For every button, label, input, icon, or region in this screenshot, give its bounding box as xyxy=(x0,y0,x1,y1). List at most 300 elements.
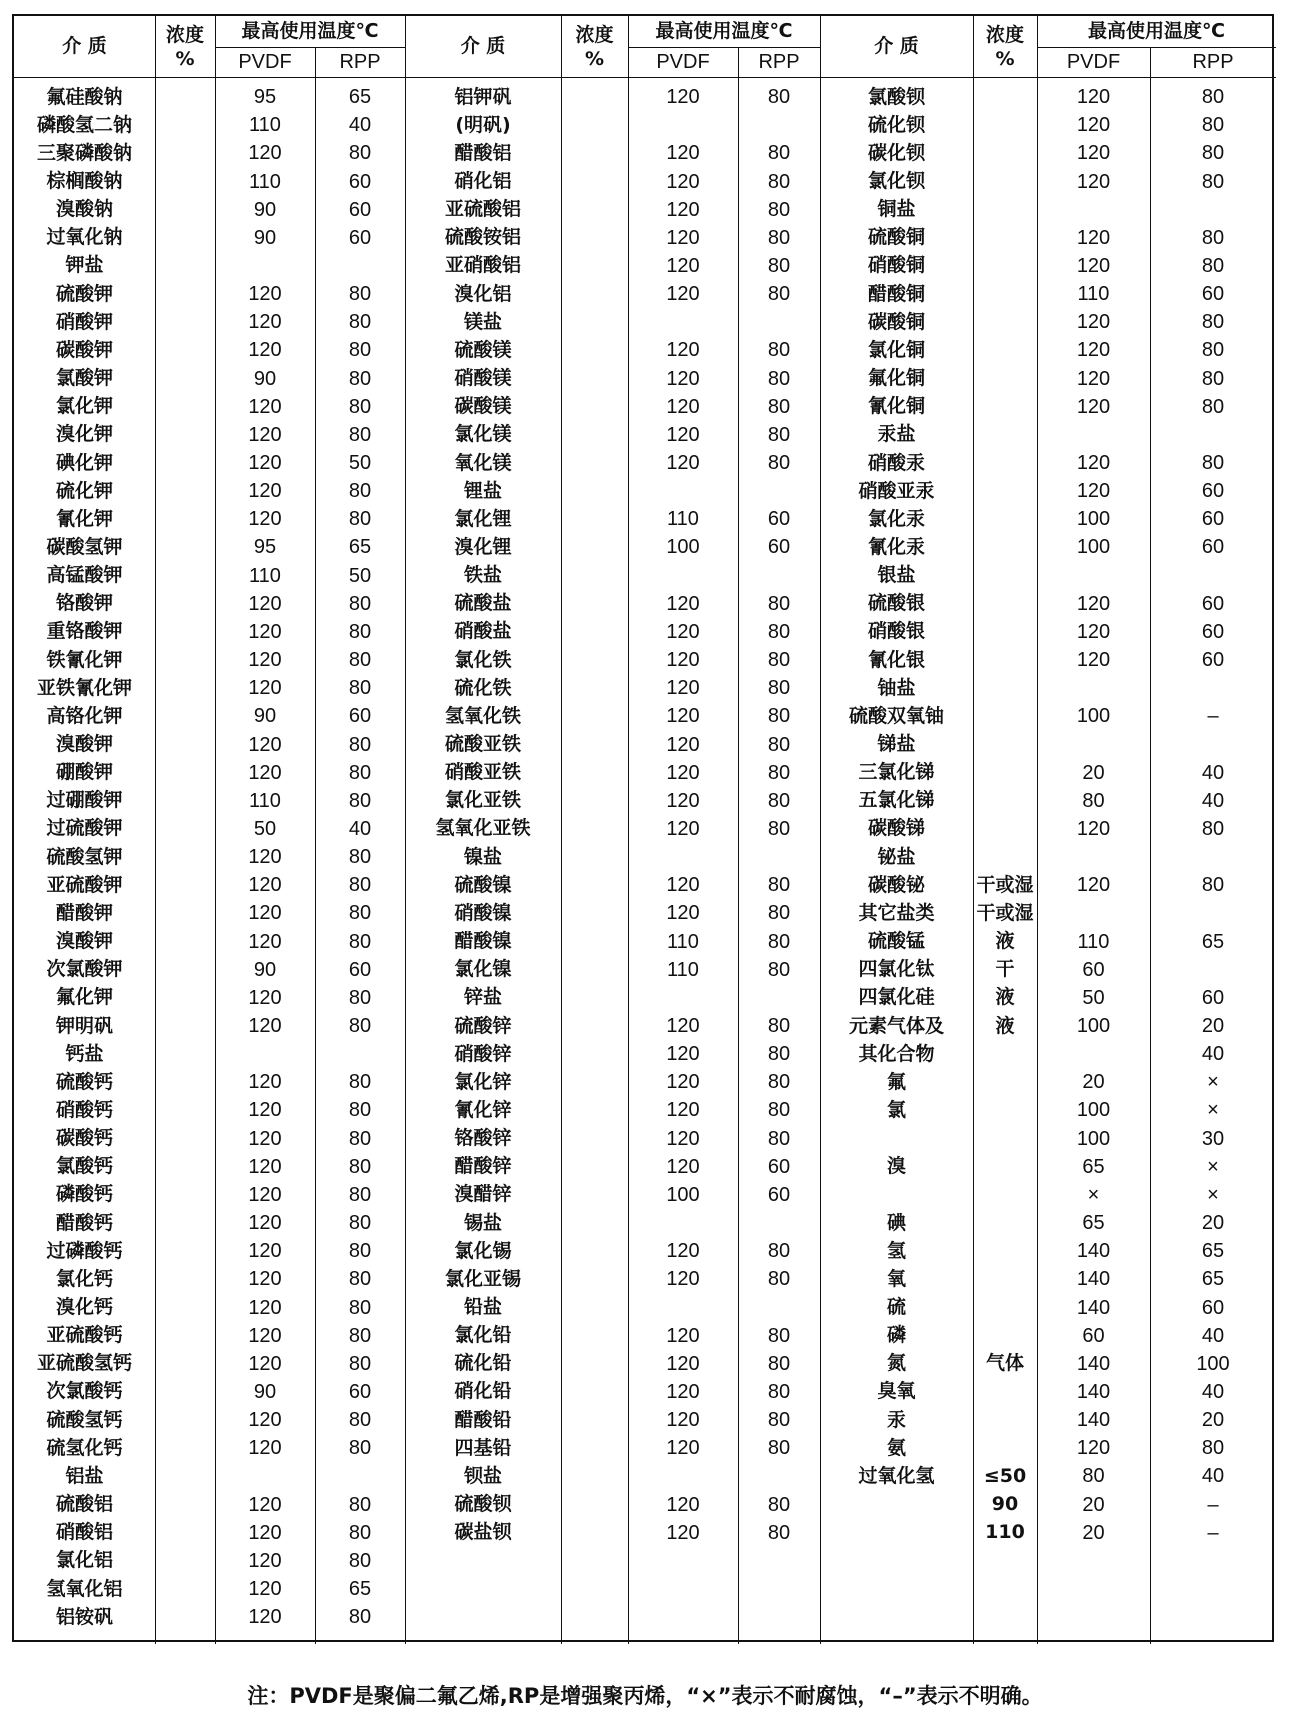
pvdf-value-cell: 120 xyxy=(248,311,282,334)
pvdf-value-cell: 120 xyxy=(666,1240,700,1263)
medium-cell: 醋酸铜 xyxy=(867,282,925,305)
rpp-value-cell: 80 xyxy=(348,733,372,756)
pvdf-value-cell: 20 xyxy=(1082,1071,1105,1094)
pvdf-value-cell: 120 xyxy=(666,874,700,897)
rpp-value-cell: 80 xyxy=(348,1183,372,1206)
medium-cell: 氯化铝 xyxy=(55,1549,113,1572)
pvdf-value-cell: 120 xyxy=(666,1352,700,1375)
pvdf-value-cell: 120 xyxy=(666,1099,700,1122)
medium-cell: 重铬酸钾 xyxy=(46,620,123,643)
rpp-value-cell: 40 xyxy=(1201,1043,1225,1066)
rpp-value-cell: 80 xyxy=(767,649,791,672)
medium-cell: 亚硫酸铝 xyxy=(444,198,521,221)
rpp-value-cell: 80 xyxy=(348,423,372,446)
pvdf-value-cell: 120 xyxy=(248,1099,282,1122)
pvdf-value-cell: 100 xyxy=(1076,1099,1111,1122)
rpp-value-cell: 80 xyxy=(767,592,791,615)
pvdf-value-cell: 110 xyxy=(667,930,699,953)
pvdf-value-cell: 120 xyxy=(248,1549,282,1572)
rpp-value-cell: 40 xyxy=(348,114,372,137)
medium-cell: 汞 xyxy=(886,1408,906,1431)
rpp-value-cell: 60 xyxy=(1201,620,1225,643)
rpp-value-cell: 60 xyxy=(348,226,372,249)
medium-cell: 四氯化硅 xyxy=(858,986,935,1009)
medium-cell: 钙盐 xyxy=(65,1042,104,1065)
pvdf-value-cell: 140 xyxy=(1076,1352,1111,1375)
rpp-value-cell: 80 xyxy=(767,1521,791,1544)
pvdf-value-cell: 120 xyxy=(248,1071,282,1094)
pvdf-header: PVDF xyxy=(656,51,710,73)
medium-cell: 溴化钾 xyxy=(55,423,113,446)
pvdf-value-cell: 110 xyxy=(667,508,699,531)
rpp-value-cell: 80 xyxy=(1201,817,1225,840)
medium-cell: 氟 xyxy=(886,1070,906,1093)
pvdf-value-cell: 50 xyxy=(1082,986,1105,1009)
medium-cell: 硼酸钾 xyxy=(55,761,113,784)
pvdf-value-cell: 120 xyxy=(248,1212,282,1235)
rpp-value-cell: 100 xyxy=(1196,1352,1230,1375)
pvdf-value-cell: 120 xyxy=(248,986,282,1009)
rpp-value-cell: 80 xyxy=(348,1071,372,1094)
medium-header: 介 质 xyxy=(62,35,107,57)
medium-cell: 硫化钡 xyxy=(867,113,925,136)
rpp-value-cell: 80 xyxy=(348,620,372,643)
medium-cell: 亚铁氰化钾 xyxy=(36,676,132,699)
pvdf-value-cell: 120 xyxy=(1076,86,1111,109)
rpp-value-cell: 80 xyxy=(348,846,372,869)
rpp-value-cell: 80 xyxy=(348,1606,372,1629)
medium-cell: 氯化亚锡 xyxy=(444,1267,521,1290)
rpp-value-cell: 80 xyxy=(348,1549,372,1572)
pvdf-value-cell: 120 xyxy=(248,452,282,474)
rpp-value-cell: 60 xyxy=(348,958,372,981)
medium-cell: 三聚磷酸钠 xyxy=(36,141,132,164)
medium-cell: 醋酸锌 xyxy=(454,1155,512,1178)
medium-cell: 硫酸钾 xyxy=(55,282,113,305)
rpp-value-cell: 65 xyxy=(348,536,372,559)
pvdf-header: PVDF xyxy=(1066,51,1121,73)
rpp-value-cell: 40 xyxy=(1201,1324,1225,1347)
medium-cell: 碘 xyxy=(886,1211,906,1234)
rpp-value-cell: 80 xyxy=(767,1015,791,1037)
concentration-header xyxy=(973,16,1037,77)
rpp-value-cell: 80 xyxy=(1201,142,1225,165)
pvdf-value-cell: 120 xyxy=(666,1493,700,1516)
rpp-value-cell: – xyxy=(1207,705,1219,728)
rpp-value-cell: 60 xyxy=(1201,592,1225,615)
medium-cell: 氰化锌 xyxy=(454,1098,512,1121)
pvdf-value-cell: 120 xyxy=(1076,170,1111,193)
pvdf-value-cell: 120 xyxy=(248,1240,282,1263)
medium-cell: 镍盐 xyxy=(463,845,502,868)
pvdf-value-cell: 120 xyxy=(248,761,282,784)
medium-cell: 硝化铅 xyxy=(454,1380,512,1403)
pvdf-value-cell: 110 xyxy=(249,114,281,137)
pvdf-value-cell: 120 xyxy=(666,1380,700,1403)
medium-cell: 亚硫酸钾 xyxy=(46,873,123,896)
pvdf-value-cell: 120 xyxy=(1076,254,1111,277)
pvdf-value-cell: 120 xyxy=(666,620,700,643)
medium-header: 介 质 xyxy=(460,35,506,57)
rpp-value-cell: 60 xyxy=(767,1155,791,1178)
rpp-value-cell: 40 xyxy=(1201,1465,1225,1488)
pvdf-value-cell: 140 xyxy=(1076,1240,1111,1263)
pvdf-value-cell: 110 xyxy=(249,564,281,587)
medium-cell: 碳酸镁 xyxy=(454,395,512,418)
concentration-header-line: % xyxy=(995,47,1015,70)
rpp-value-cell: 60 xyxy=(348,705,372,728)
rpp-value-cell: 80 xyxy=(767,198,791,221)
medium-cell: 其化合物 xyxy=(858,1042,935,1065)
pvdf-value-cell: 120 xyxy=(248,1015,282,1037)
medium-cell: 硫酸盐 xyxy=(454,592,512,615)
pvdf-value-cell: 120 xyxy=(248,1409,282,1432)
pvdf-value-cell: 120 xyxy=(248,902,282,925)
pvdf-value-cell: 120 xyxy=(248,1127,282,1150)
rpp-value-cell: 65 xyxy=(1201,1268,1225,1291)
medium-cell: 硫酸氢钙 xyxy=(46,1408,123,1431)
medium-cell: 硫酸镍 xyxy=(454,873,512,896)
medium-cell: 溴酸钠 xyxy=(55,198,113,221)
medium-cell: 氰化汞 xyxy=(867,535,925,558)
rpp-value-cell: 80 xyxy=(1201,254,1225,277)
rpp-header: RPP xyxy=(758,51,800,73)
medium-cell: 锡盐 xyxy=(463,1211,502,1234)
pvdf-value-cell: 60 xyxy=(1082,958,1105,981)
rpp-value-cell: 80 xyxy=(767,395,791,418)
pvdf-value-cell: 120 xyxy=(1076,592,1111,615)
rpp-value-cell: 60 xyxy=(1201,480,1225,503)
pvdf-value-cell: 120 xyxy=(1076,114,1111,137)
rpp-value-cell: 80 xyxy=(1201,86,1225,109)
pvdf-value-cell: 120 xyxy=(1076,339,1111,362)
pvdf-value-cell: 120 xyxy=(1076,649,1111,672)
pvdf-value-cell: 120 xyxy=(666,592,700,615)
rpp-value-cell: 80 xyxy=(767,733,791,756)
pvdf-value-cell: 120 xyxy=(666,1015,700,1037)
rpp-value-cell: 80 xyxy=(767,423,791,446)
rpp-value-cell: × xyxy=(1207,1099,1219,1122)
pvdf-value-cell: 110 xyxy=(667,958,699,981)
concentration-header-line: 浓度 xyxy=(985,23,1024,46)
rpp-value-cell: 80 xyxy=(767,367,791,390)
rpp-value-cell: 80 xyxy=(1201,367,1225,390)
medium-cell: 亚硝酸铝 xyxy=(444,254,521,277)
medium-cell: 硫 xyxy=(886,1296,906,1318)
medium-cell: 醋酸镍 xyxy=(454,930,512,953)
medium-cell: 醋酸铝 xyxy=(454,141,512,164)
pvdf-value-cell: 120 xyxy=(666,170,700,193)
medium-cell: 氯化锌 xyxy=(454,1070,512,1093)
medium-cell: 氰化钾 xyxy=(55,507,113,530)
rpp-value-cell: 80 xyxy=(767,86,791,109)
medium-cell: 溴酸钾 xyxy=(55,930,113,953)
rpp-value-cell: 80 xyxy=(767,874,791,897)
pvdf-value-cell: 120 xyxy=(666,1268,700,1291)
medium-cell: 氟硅酸钠 xyxy=(46,85,123,108)
rpp-value-cell: 40 xyxy=(1201,789,1225,812)
pvdf-value-cell: 120 xyxy=(666,902,700,925)
medium-cell: 磷 xyxy=(886,1324,906,1347)
pvdf-value-cell: 20 xyxy=(1082,1521,1105,1544)
pvdf-value-cell: 120 xyxy=(1076,1437,1111,1460)
medium-cell: 硝酸亚汞 xyxy=(858,479,935,502)
rpp-value-cell: 80 xyxy=(767,1409,791,1432)
rpp-value-cell: 80 xyxy=(767,339,791,362)
medium-cell: 氯化铅 xyxy=(454,1324,512,1347)
rpp-value-cell: 80 xyxy=(767,1043,791,1066)
medium-cell: 溴 xyxy=(886,1155,906,1178)
pvdf-value-cell: 110 xyxy=(249,789,281,812)
medium-cell: 亚硫酸钙 xyxy=(46,1324,123,1347)
rpp-value-cell: 80 xyxy=(1201,114,1225,137)
concentration-cell: 干或湿 xyxy=(976,901,1034,924)
medium-cell: 氟化铜 xyxy=(867,367,925,390)
pvdf-value-cell: 100 xyxy=(1076,536,1111,559)
medium-cell: 硝酸钾 xyxy=(55,310,113,333)
medium-cell: 钡盐 xyxy=(463,1464,502,1487)
medium-cell: 溴化锂 xyxy=(454,535,512,558)
medium-cell: 氢氧化铝 xyxy=(46,1577,123,1600)
pvdf-value-cell: 120 xyxy=(666,789,700,812)
rpp-value-cell: 80 xyxy=(348,1409,372,1432)
rpp-value-cell: 60 xyxy=(767,508,791,531)
concentration-cell: 液 xyxy=(995,1014,1015,1037)
pvdf-value-cell: 120 xyxy=(248,1268,282,1291)
pvdf-value-cell: 120 xyxy=(248,142,282,165)
rpp-value-cell: 80 xyxy=(348,508,372,531)
rpp-value-cell: – xyxy=(1207,1493,1219,1516)
pvdf-value-cell: 120 xyxy=(666,817,700,840)
rpp-value-cell: 80 xyxy=(348,142,372,165)
medium-cell: 硫酸铵铝 xyxy=(444,226,521,249)
rpp-value-cell: 80 xyxy=(348,1268,372,1291)
pvdf-value-cell: 100 xyxy=(666,1183,700,1206)
rpp-value-cell: 80 xyxy=(767,226,791,249)
rpp-value-cell: 20 xyxy=(1201,1409,1225,1432)
rpp-value-cell: 80 xyxy=(348,1493,372,1516)
medium-cell: 钾盐 xyxy=(65,254,104,277)
rpp-value-cell: 80 xyxy=(767,817,791,840)
pvdf-value-cell: 65 xyxy=(1082,1212,1105,1235)
pvdf-value-cell: 120 xyxy=(248,1352,282,1375)
column-divider xyxy=(973,16,974,1644)
rpp-value-cell: 30 xyxy=(1201,1127,1225,1150)
medium-cell: 硫酸氢钾 xyxy=(46,845,123,868)
medium-cell: 四氯化钛 xyxy=(858,958,935,981)
rpp-value-cell: 80 xyxy=(767,677,791,700)
pvdf-value-cell: 120 xyxy=(666,452,700,474)
column-divider xyxy=(155,16,156,1644)
rpp-value-cell: 80 xyxy=(348,1155,372,1178)
medium-cell: 氮 xyxy=(886,1352,906,1375)
rpp-value-cell: 80 xyxy=(1201,170,1225,193)
rpp-value-cell: 60 xyxy=(1201,1296,1225,1319)
medium-cell: 氧化镁 xyxy=(454,451,512,474)
pvdf-value-cell: 120 xyxy=(666,1324,700,1347)
medium-cell: 醋酸铅 xyxy=(454,1408,512,1431)
rpp-value-cell: 60 xyxy=(1201,649,1225,672)
rpp-value-cell: 65 xyxy=(1201,930,1225,953)
medium-cell: 其它盐类 xyxy=(858,901,935,924)
medium-cell: 硫酸钡 xyxy=(454,1493,512,1516)
pvdf-value-cell: 120 xyxy=(248,1296,282,1319)
medium-cell: 硝酸汞 xyxy=(867,451,925,474)
pvdf-value-cell: 95 xyxy=(253,536,277,559)
footnote: 注：PVDF是聚偏二氟乙烯,RP是增强聚丙烯，“×”表示不耐腐蚀，“–”表示不明确。 xyxy=(247,1684,1043,1708)
medium-cell: 五氯化锑 xyxy=(858,789,935,812)
medium-cell: 氯化钡 xyxy=(867,170,925,192)
rpp-value-cell: – xyxy=(1207,1521,1219,1544)
medium-cell: 铬酸钾 xyxy=(55,592,113,615)
medium-cell: 硝酸锌 xyxy=(454,1042,512,1065)
pvdf-value-cell: 120 xyxy=(1076,452,1111,474)
rpp-value-cell: 80 xyxy=(348,1015,372,1037)
medium-cell: 硝酸盐 xyxy=(454,620,512,643)
concentration-cell: ≤50 xyxy=(983,1464,1027,1487)
pvdf-value-cell: 140 xyxy=(1076,1409,1111,1432)
medium-cell: 硝化铝 xyxy=(454,170,512,192)
medium-cell: 磷酸氢二钠 xyxy=(36,113,132,136)
pvdf-value-cell: 120 xyxy=(248,1606,282,1629)
concentration-header xyxy=(561,16,628,77)
pvdf-value-cell: 90 xyxy=(253,226,277,249)
pvdf-value-cell: 120 xyxy=(248,930,282,953)
medium-header: 介 质 xyxy=(874,35,919,57)
rpp-value-cell: 80 xyxy=(348,1240,372,1263)
medium-cell: 醋酸钙 xyxy=(55,1211,113,1234)
rpp-value-cell: 80 xyxy=(348,367,372,390)
pvdf-value-cell: 120 xyxy=(248,1155,282,1178)
rpp-value-cell: 80 xyxy=(348,311,372,334)
medium-cell: 氯化锡 xyxy=(454,1239,512,1262)
medium-cell: 硫化铁 xyxy=(454,676,512,699)
concentration-header xyxy=(155,16,215,77)
pvdf-value-cell: 120 xyxy=(248,846,282,869)
max-temp-header: 最高使用温度℃ xyxy=(1087,20,1225,42)
medium-cell: 氯 xyxy=(886,1098,906,1121)
medium-cell: 硫酸银 xyxy=(867,592,925,615)
rpp-value-cell: 80 xyxy=(767,1240,791,1263)
medium-cell: 硝酸铝 xyxy=(55,1521,113,1544)
medium-cell: 硫酸亚铁 xyxy=(444,733,521,755)
rpp-value-cell: 80 xyxy=(767,1127,791,1150)
rpp-value-cell: 60 xyxy=(1201,508,1225,531)
medium-cell: 钾明矾 xyxy=(55,1014,113,1037)
concentration-cell: 干 xyxy=(995,958,1015,981)
pvdf-value-cell: 120 xyxy=(248,1437,282,1460)
medium-cell: 氯化亚铁 xyxy=(444,789,521,812)
medium-cell: 氯化钙 xyxy=(55,1267,113,1290)
rpp-value-cell: 80 xyxy=(348,986,372,1009)
medium-cell: 碳化钡 xyxy=(867,141,925,164)
rpp-value-cell: 80 xyxy=(348,789,372,812)
rpp-value-cell: 60 xyxy=(348,170,372,193)
medium-cell: 磷酸钙 xyxy=(55,1183,113,1206)
rpp-header: RPP xyxy=(1192,51,1234,73)
concentration-header-line: 浓度 xyxy=(165,23,204,46)
rpp-value-cell: 80 xyxy=(1201,452,1225,474)
rpp-value-cell: 80 xyxy=(348,1127,372,1150)
concentration-header-line: % xyxy=(584,47,605,70)
pvdf-value-cell: 90 xyxy=(253,705,277,728)
pvdf-value-cell: 90 xyxy=(253,367,277,390)
medium-cell: 氯化镍 xyxy=(454,958,512,981)
concentration-cell: 气体 xyxy=(985,1352,1024,1375)
medium-cell: 氢 xyxy=(886,1239,906,1262)
rpp-value-cell: 65 xyxy=(348,86,372,109)
medium-cell: 氢氧化亚铁 xyxy=(435,817,531,840)
concentration-header-line: 浓度 xyxy=(575,23,614,46)
medium-cell: 醋酸钾 xyxy=(55,901,113,924)
medium-cell: 碳酸钙 xyxy=(55,1127,113,1150)
pvdf-value-cell: 120 xyxy=(248,480,282,503)
pvdf-value-cell: 120 xyxy=(666,705,700,728)
rpp-value-cell: 80 xyxy=(767,1268,791,1291)
medium-cell: 硝酸银 xyxy=(867,620,925,643)
medium-cell: 氯化锂 xyxy=(454,507,512,530)
concentration-cell: 干或湿 xyxy=(976,873,1034,896)
medium-cell: 氯化汞 xyxy=(867,507,925,530)
medium-cell: 三氯化锑 xyxy=(858,761,935,784)
medium-cell: 溴化铝 xyxy=(454,282,512,305)
rpp-value-cell: 80 xyxy=(348,1324,372,1347)
rpp-value-cell: 40 xyxy=(348,817,372,840)
pvdf-value-cell: 120 xyxy=(1076,226,1111,249)
rpp-value-cell: 80 xyxy=(348,1099,372,1122)
rpp-value-cell: 80 xyxy=(348,339,372,362)
medium-cell: 氟化钾 xyxy=(55,986,113,1009)
rpp-value-cell: 60 xyxy=(767,1183,791,1206)
medium-cell: 溴化钙 xyxy=(55,1296,113,1318)
medium-cell: 硫酸锰 xyxy=(867,930,925,953)
medium-cell: 过硼酸钾 xyxy=(46,789,123,812)
pvdf-value-cell: 60 xyxy=(1082,1324,1105,1347)
rpp-value-cell: 80 xyxy=(767,142,791,165)
medium-cell: 氯酸钾 xyxy=(55,367,113,390)
pvdf-value-cell: 80 xyxy=(1082,789,1105,812)
pvdf-value-cell: 120 xyxy=(1076,395,1111,418)
pvdf-header: PVDF xyxy=(238,51,292,73)
pvdf-value-cell: 120 xyxy=(1076,142,1111,165)
medium-cell: 高锰酸钾 xyxy=(46,564,123,587)
rpp-value-cell: 80 xyxy=(1201,395,1225,418)
pvdf-value-cell: 120 xyxy=(248,395,282,418)
rpp-value-cell: 60 xyxy=(1201,986,1225,1009)
rpp-value-cell: 80 xyxy=(348,1521,372,1544)
rpp-value-cell: 40 xyxy=(1201,761,1225,784)
rpp-value-cell: 80 xyxy=(767,761,791,784)
pvdf-value-cell: 20 xyxy=(1082,1493,1105,1516)
rpp-value-cell: 80 xyxy=(348,677,372,700)
pvdf-value-cell: 120 xyxy=(248,1521,282,1544)
pvdf-value-cell: 120 xyxy=(248,1183,282,1206)
medium-cell: 棕榈酸钠 xyxy=(46,170,123,192)
medium-cell: 硫酸铜 xyxy=(867,226,925,249)
pvdf-value-cell: 120 xyxy=(248,423,282,446)
medium-cell: 铜盐 xyxy=(877,198,916,221)
column-divider xyxy=(561,16,562,1644)
pvdf-value-cell: 120 xyxy=(666,423,700,446)
concentration-cell: 110 xyxy=(985,1521,1025,1544)
medium-cell: 溴醋锌 xyxy=(454,1183,512,1206)
rpp-value-cell: × xyxy=(1207,1071,1219,1094)
rpp-value-cell: 60 xyxy=(1201,536,1225,559)
medium-cell: 次氯酸钾 xyxy=(46,958,123,981)
medium-cell: 元素气体及 xyxy=(848,1014,944,1037)
medium-cell: 锑盐 xyxy=(877,733,916,755)
pvdf-value-cell: 90 xyxy=(253,958,277,981)
